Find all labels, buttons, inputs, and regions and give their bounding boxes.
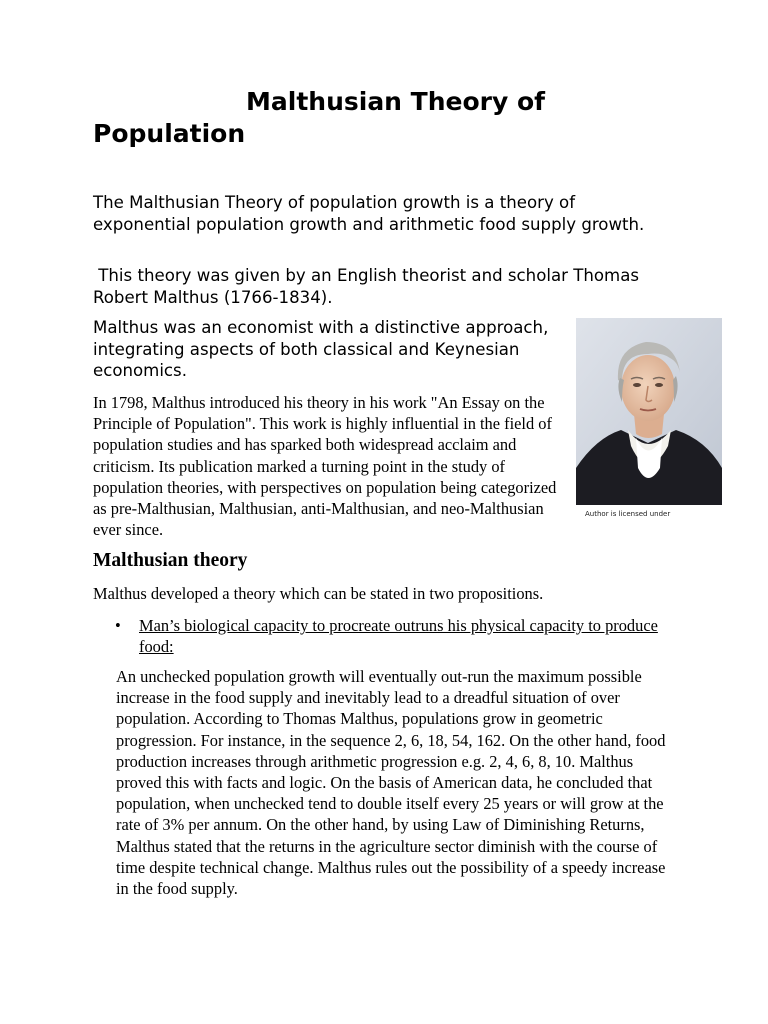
image-caption: Author is licensed under	[585, 510, 671, 516]
malthus-portrait	[576, 318, 722, 505]
bullet-text: Man’s biological capacity to procreate outruns his physical capacity to produce food:	[139, 616, 658, 657]
section-intro: Malthus developed a theory which can be stated in two propositions.	[93, 584, 544, 603]
bullet-body-paragraph: An unchecked population growth will eventually out-run the maximum possible increase in the food supply and inevitably lead to a dreadful situation of over population. According to Thomas Malthus, populations grow in geometric progression. For instance, in the sequence 2, 6, 18, 54, 162. On the other hand, food production increases through arithmetic progression e.g. 2, 4, 6, 8, 10. Malthus proved this with facts and logic. On the basis of American data, he concluded that population, when unchecked tend to double itself every 25 years or will grow at the rate of 3% per annum. On the other hand, by using Law of Diminishing Returns, Malthus stated that the returns in the agriculture sector diminish with the course of time despite technical change. Malthus rules out the possibility of a speedy increase in the food supply.	[116, 667, 666, 899]
section-heading: Malthusian theory	[93, 550, 248, 571]
intro-paragraph-1: The Malthusian Theory of population growth is a theory of exponential population growth and arithmetic food supply growth.	[93, 193, 645, 234]
document-title: Malthusian Theory of Population	[93, 87, 546, 148]
intro-paragraph-2: This theory was given by an English theorist and scholar Thomas Robert Malthus (1766-1834).	[93, 266, 645, 307]
intro-paragraph-3: Malthus was an economist with a distinctive approach, integrating aspects of both classical and Keynesian economics.	[93, 318, 549, 380]
history-paragraph: In 1798, Malthus introduced his theory in his work "An Essay on the Principle of Population". This work is highly influential in the field of population studies and has sparked both widespread acclaim and criticism. Its publication marked a turning point in the study of population theories, with perspectives on population being categorized as pre-Malthusian, Malthusian, anti-Malthusian, and neo-Malthusian ever since.	[93, 393, 557, 540]
bullet-marker: •	[115, 616, 121, 635]
